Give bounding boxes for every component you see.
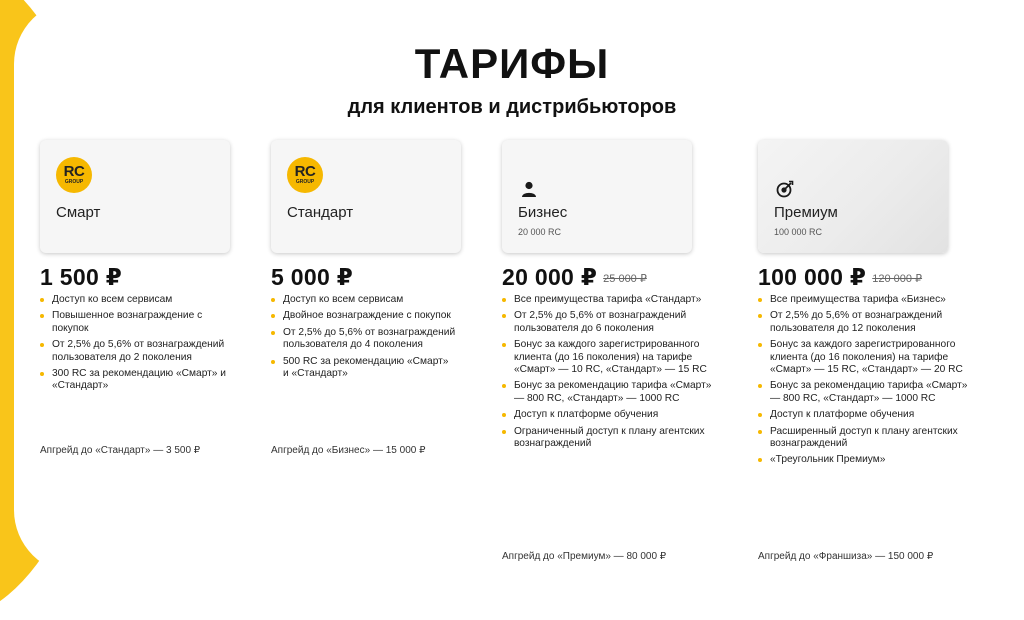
price-row xyxy=(40,264,122,291)
feature-item: Расширенный доступ к плану агентских вознаграждений xyxy=(758,426,970,451)
feature-list xyxy=(40,294,235,397)
target-icon xyxy=(776,180,794,198)
plan-price: 5 000 ₽ xyxy=(271,264,354,290)
rc-group-logo: RC GROUP xyxy=(287,157,323,193)
feature-item: Бонус за каждого зарегистрированного клиента (до 16 поколения) на тарифе «Смарт» — 10 RC, «Стандарт» — 15 RC xyxy=(502,339,714,376)
feature-item: Ограниченный доступ к плану агентских вознаграждений xyxy=(502,426,714,451)
plan-business xyxy=(502,140,717,562)
price-row xyxy=(758,264,922,291)
plan-card-smart xyxy=(40,140,230,253)
feature-item: 500 RC за рекомендацию «Смарт» и «Стандарт» xyxy=(271,356,456,381)
price-row xyxy=(271,264,353,291)
plan-standard xyxy=(271,140,471,456)
rc-group-logo: RC GROUP xyxy=(56,157,92,193)
upgrade-text: Апгрейд до «Премиум» — 80 000 ₽ xyxy=(502,551,667,562)
plan-card-business xyxy=(502,140,692,253)
feature-item: Все преимущества тарифа «Бизнес» xyxy=(758,294,970,306)
upgrade-text: Апгрейд до «Бизнес» — 15 000 ₽ xyxy=(271,445,426,456)
feature-item: Доступ ко всем сервисам xyxy=(40,294,235,306)
feature-item: От 2,5% до 5,6% от вознаграждений пользователя до 2 поколения xyxy=(40,339,235,364)
plan-card-sub: 100 000 RC xyxy=(774,227,823,237)
feature-item: Доступ ко всем сервисам xyxy=(271,294,456,306)
plan-card-premium xyxy=(758,140,948,253)
plan-card-sub: 20 000 RC xyxy=(518,227,562,237)
plan-price: 100 000 ₽ xyxy=(758,264,867,290)
feature-item: 300 RC за рекомендацию «Смарт» и «Стандарт» xyxy=(40,368,235,393)
feature-item: Доступ к платформе обучения xyxy=(502,409,714,421)
upgrade-text: Апгрейд до «Стандарт» — 3 500 ₽ xyxy=(40,445,201,456)
feature-item: От 2,5% до 5,6% от вознаграждений пользователя до 12 поколения xyxy=(758,310,970,335)
plan-name: Премиум xyxy=(774,204,838,221)
plan-card-standard xyxy=(271,140,461,253)
upgrade-text: Апгрейд до «Франшиза» — 150 000 ₽ xyxy=(758,551,934,562)
feature-item: Доступ к платформе обучения xyxy=(758,409,970,421)
feature-list xyxy=(758,294,970,471)
plan-smart xyxy=(40,140,240,456)
feature-item: Бонус за рекомендацию тарифа «Смарт» — 800 RC, «Стандарт» — 1000 RC xyxy=(758,380,970,405)
user-icon xyxy=(520,180,538,198)
plan-name: Бизнес xyxy=(518,204,568,221)
old-price: 25 000 ₽ xyxy=(603,273,647,285)
plan-premium xyxy=(758,140,973,562)
feature-item: Повышенное вознаграждение с покупок xyxy=(40,310,235,335)
feature-list xyxy=(502,294,714,454)
plan-price: 20 000 ₽ xyxy=(502,264,598,290)
feature-item: Двойное вознаграждение с покупок xyxy=(271,310,456,322)
plan-price: 1 500 ₽ xyxy=(40,264,123,290)
old-price: 120 000 ₽ xyxy=(872,273,923,285)
feature-item: «Треугольник Премиум» xyxy=(758,454,970,466)
feature-list xyxy=(271,294,456,384)
feature-item: Все преимущества тарифа «Стандарт» xyxy=(502,294,714,306)
plan-name: Стандарт xyxy=(287,204,354,221)
price-row xyxy=(502,264,647,291)
feature-item: От 2,5% до 5,6% от вознаграждений пользователя до 4 поколения xyxy=(271,327,456,352)
feature-item: От 2,5% до 5,6% от вознаграждений пользователя до 6 поколения xyxy=(502,310,714,335)
page-title: ТАРИФЫ xyxy=(414,40,610,87)
feature-item: Бонус за рекомендацию тарифа «Смарт» — 800 RC, «Стандарт» — 1000 RC xyxy=(502,380,714,405)
page-subtitle: для клиентов и дистрибьюторов xyxy=(347,96,677,118)
feature-item: Бонус за каждого зарегистрированного клиента (до 16 поколения) на тарифе «Смарт» — 15 RC, «Стандарт» — 20 RC xyxy=(758,339,970,376)
plan-name: Смарт xyxy=(56,204,101,221)
